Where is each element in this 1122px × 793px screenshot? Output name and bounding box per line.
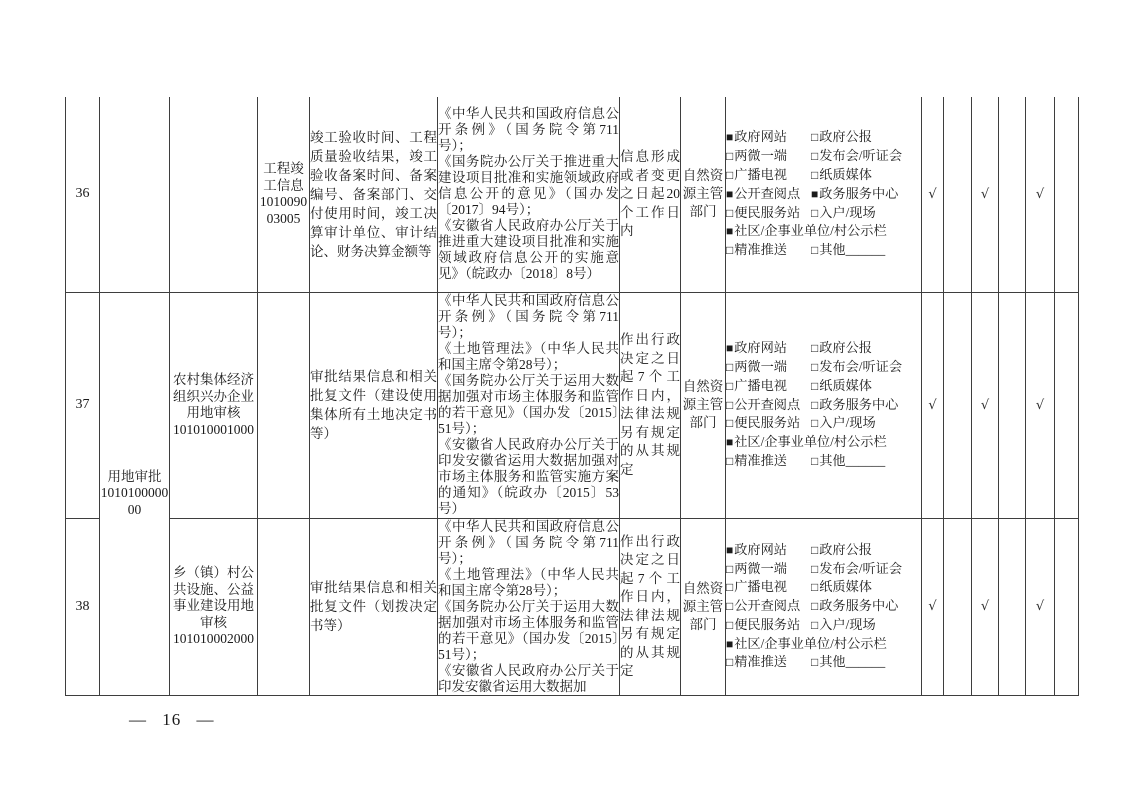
- info-cell: [258, 518, 310, 695]
- legal-item: 《中华人民共和国政府信息公开条例》（国务院令第711号）；: [438, 518, 619, 566]
- channel-option: [811, 204, 876, 223]
- checkbox-unchecked-icon: □: [726, 397, 734, 412]
- checkbox-unchecked-icon: □: [726, 655, 734, 670]
- row-number: 38: [66, 518, 100, 695]
- legal-item: 《安徽省人民政府办公厅关于印发安徽省运用大数据加: [438, 662, 619, 694]
- content-cell: [310, 518, 438, 695]
- checkbox-unchecked-icon: □: [811, 243, 819, 258]
- channel-label: 入户/现场: [819, 415, 876, 431]
- channels-cell: [726, 97, 922, 292]
- channels-cell: [726, 518, 922, 695]
- channel-option: [726, 166, 811, 185]
- department-cell: [681, 518, 726, 695]
- channel-option: [726, 597, 811, 616]
- channel-option: [726, 560, 811, 579]
- time-limit-text: 信息形成或者变更之日起20个工作日内: [620, 149, 680, 238]
- legal-basis-cell: [438, 292, 620, 518]
- checkbox-unchecked-icon: □: [811, 655, 819, 670]
- channel-label: 纸质媒体: [819, 377, 872, 393]
- channel-option: [811, 541, 872, 560]
- legal-item: 《安徽省人民政府办公厅关于推进重大建设项目批准和实施领域政府信息公开的实施意见》（皖政办〔2018〕8号）: [438, 218, 619, 282]
- channel-option: [726, 185, 811, 204]
- channel-line: [726, 241, 921, 260]
- checkbox-unchecked-icon: □: [811, 397, 819, 412]
- channel-label: 发布会/听证会: [819, 560, 903, 576]
- content-cell: [310, 97, 438, 292]
- channel-option: [726, 222, 887, 241]
- channel-label: 广播电视: [734, 579, 787, 595]
- checkbox-unchecked-icon: □: [726, 561, 734, 576]
- channel-line: [726, 396, 921, 415]
- checkbox-unchecked-icon: □: [726, 205, 734, 220]
- check-cell: [1055, 97, 1079, 292]
- channel-options: [726, 128, 921, 260]
- legal-item: 《国务院办公厅关于运用大数据加强对市场主体服务和监管的若干意见》（国办发〔2015〕51号）；: [438, 598, 619, 662]
- checkbox-unchecked-icon: □: [726, 416, 734, 431]
- channel-option: [811, 597, 898, 616]
- channel-label: 便民服务站: [734, 415, 801, 431]
- channel-label: 发布会/听证会: [819, 148, 903, 164]
- department-text: 自然资源主管部门: [682, 168, 724, 220]
- check-cell: [999, 518, 1026, 695]
- channel-option: [726, 653, 811, 672]
- channel-label: 其他______: [819, 242, 886, 258]
- channel-label: 公开查阅点: [734, 598, 801, 614]
- checkbox-unchecked-icon: □: [726, 453, 734, 468]
- legal-item: 《安徽省人民政府办公厅关于印发安徽省运用大数据加强对市场主体服务和监管实施方案的通知》（皖政办〔2015〕53号）: [438, 437, 619, 516]
- channel-label: 政务服务中心: [819, 185, 899, 201]
- channel-label: 发布会/听证会: [819, 359, 903, 374]
- checkbox-checked-icon: ■: [811, 186, 819, 201]
- checkbox-unchecked-icon: □: [726, 360, 734, 374]
- legal-item: 《国务院办公厅关于运用大数据加强对市场主体服务和监管的若干意见》（国办发〔2015〕51号）；: [438, 373, 619, 436]
- channel-options: [726, 541, 921, 673]
- checkbox-checked-icon: ■: [726, 636, 734, 651]
- channel-option: [811, 578, 872, 597]
- item-cell: [170, 518, 258, 695]
- legal-basis-list: [438, 106, 619, 282]
- department-text: 自然资源主管部门: [682, 580, 724, 632]
- channel-option: [726, 377, 811, 396]
- checkbox-unchecked-icon: □: [726, 243, 734, 258]
- checkbox-unchecked-icon: □: [811, 453, 819, 468]
- checkbox-unchecked-icon: □: [811, 130, 819, 145]
- item-cell: [170, 292, 258, 518]
- channel-label: 精准推送: [734, 452, 787, 468]
- check-cell: [1055, 292, 1079, 518]
- category-code: 101010000000: [100, 485, 169, 517]
- checkbox-unchecked-icon: □: [726, 168, 734, 183]
- channel-label: 其他______: [819, 654, 886, 670]
- legal-item: 《中华人民共和国政府信息公开条例》（国务院令第711号）；: [438, 293, 619, 340]
- legal-basis-cell: [438, 97, 620, 292]
- checkbox-unchecked-icon: □: [726, 378, 734, 393]
- check-cell: [999, 292, 1026, 518]
- info-code: 101009003005: [259, 194, 308, 226]
- channel-label: 政务服务中心: [819, 598, 899, 614]
- channel-option: [811, 358, 902, 377]
- table-row: [66, 518, 1079, 695]
- check-cell: [1055, 518, 1079, 695]
- channel-line: [726, 185, 921, 204]
- channel-options: [726, 339, 921, 471]
- channel-option: [726, 414, 811, 433]
- row-number: 36: [66, 97, 100, 292]
- check-cell: √: [1026, 97, 1055, 292]
- checkbox-unchecked-icon: □: [726, 149, 734, 164]
- check-cell: √: [1026, 292, 1055, 518]
- check-cell: √: [922, 292, 944, 518]
- check-cell: √: [972, 97, 999, 292]
- channel-line: [726, 635, 921, 654]
- channel-option: [726, 433, 887, 452]
- channel-line: [726, 414, 921, 433]
- checkbox-checked-icon: ■: [726, 341, 734, 356]
- item-code: 101010001000: [173, 421, 254, 437]
- disclosure-table: [65, 97, 1079, 696]
- content-text: 竣工验收时间、工程质量验收结果，竣工验收备案时间、备案编号、备案部门、交付使用时间，竣工决算审计单位、审计结论、财务决算金额等: [310, 129, 437, 259]
- channel-line: [726, 128, 921, 147]
- info-cell: [258, 292, 310, 518]
- channel-label: 公开查阅点: [734, 396, 801, 412]
- channel-label: 政府公报: [819, 541, 872, 557]
- checkbox-unchecked-icon: □: [811, 416, 819, 431]
- channel-line: [726, 204, 921, 223]
- channel-label: 纸质媒体: [819, 579, 872, 595]
- channel-line: [726, 339, 921, 358]
- channel-label: 社区/企事业单位/村公示栏: [734, 635, 887, 651]
- category-name: 用地审批: [107, 468, 162, 484]
- channel-option: [811, 653, 885, 672]
- channel-option: [811, 128, 872, 147]
- channel-option: [811, 166, 872, 185]
- channel-option: [811, 241, 885, 260]
- check-cell: √: [1026, 518, 1055, 695]
- checkbox-unchecked-icon: □: [811, 149, 819, 164]
- check-cell: [944, 97, 972, 292]
- channel-option: [811, 185, 898, 204]
- channel-label: 精准推送: [734, 654, 787, 670]
- channel-option: [726, 128, 811, 147]
- table-row: [66, 292, 1079, 518]
- check-cell: [944, 518, 972, 695]
- channel-option: [726, 616, 811, 635]
- channel-option: [726, 204, 811, 223]
- page-number: — 16 —: [129, 710, 215, 729]
- checkbox-checked-icon: ■: [726, 435, 734, 450]
- channel-option: [726, 452, 811, 471]
- channel-label: 公开查阅点: [734, 185, 801, 201]
- check-cell: √: [972, 292, 999, 518]
- channel-option: [811, 396, 898, 415]
- channel-line: [726, 541, 921, 560]
- channel-option: [811, 147, 902, 166]
- check-cell: [944, 292, 972, 518]
- department-cell: [681, 292, 726, 518]
- channel-label: 两微一端: [734, 148, 787, 164]
- checkbox-unchecked-icon: □: [811, 599, 819, 614]
- channel-option: [811, 560, 902, 579]
- channel-option: [811, 339, 872, 358]
- checkbox-unchecked-icon: □: [811, 561, 819, 576]
- checkbox-unchecked-icon: □: [811, 168, 819, 183]
- time-limit-text: 作出行政决定之日起7个工作日内，法律法规另有规定的从其规定: [620, 533, 680, 678]
- channel-option: [811, 377, 872, 396]
- checkbox-checked-icon: ■: [726, 224, 734, 239]
- channel-line: [726, 560, 921, 579]
- checkbox-unchecked-icon: □: [811, 542, 819, 557]
- time-limit-text: 作出行政决定之日起7个工作日内，法律法规另有规定的从其规定: [620, 332, 680, 477]
- channel-option: [726, 241, 811, 260]
- department-text: 自然资源主管部门: [682, 379, 724, 430]
- checkbox-checked-icon: ■: [726, 130, 734, 145]
- channel-line: [726, 222, 921, 241]
- channel-line: [726, 578, 921, 597]
- checkbox-unchecked-icon: □: [726, 580, 734, 595]
- channel-label: 政府网站: [734, 129, 787, 145]
- channel-label: 广播电视: [734, 377, 787, 393]
- channel-label: 便民服务站: [734, 204, 801, 220]
- channel-option: [811, 452, 885, 471]
- checkbox-checked-icon: ■: [726, 542, 734, 557]
- channel-label: 政府网站: [734, 340, 787, 356]
- checkbox-unchecked-icon: □: [811, 341, 819, 356]
- channel-line: [726, 433, 921, 452]
- channel-option: [726, 147, 811, 166]
- channel-line: [726, 597, 921, 616]
- check-cell: [999, 97, 1026, 292]
- content-cell: [310, 292, 438, 518]
- channel-label: 精准推送: [734, 242, 787, 258]
- info-cell: [258, 97, 310, 292]
- checkbox-unchecked-icon: □: [811, 360, 819, 374]
- channel-label: 政府公报: [819, 129, 872, 145]
- channel-option: [726, 541, 811, 560]
- item-name: 乡（镇）村公共设施、公益事业建设用地审核: [173, 565, 254, 630]
- channel-option: [726, 635, 887, 654]
- item-code: 101010002000: [173, 631, 254, 647]
- channel-label: 纸质媒体: [819, 167, 872, 183]
- channel-line: [726, 653, 921, 672]
- item-name: 农村集体经济组织兴办企业用地审核: [173, 372, 254, 420]
- time-limit-cell: [620, 518, 681, 695]
- checkbox-unchecked-icon: □: [726, 599, 734, 614]
- checkbox-checked-icon: ■: [726, 186, 734, 201]
- channel-label: 入户/现场: [819, 204, 876, 220]
- content-text: 审批结果信息和相关批复文件（建设使用集体所有土地决定书等）: [310, 369, 437, 441]
- department-cell: [681, 97, 726, 292]
- legal-item: 《中华人民共和国政府信息公开条例》（国务院令第711号）；: [438, 106, 619, 154]
- checkbox-unchecked-icon: □: [811, 378, 819, 393]
- channel-label: 政府公报: [819, 340, 872, 356]
- legal-item: 《土地管理法》（中华人民共和国主席令第28号）；: [438, 566, 619, 598]
- content-text: 审批结果信息和相关批复文件（划拨决定书等）: [310, 580, 437, 633]
- checkbox-unchecked-icon: □: [726, 617, 734, 632]
- channel-option: [726, 358, 811, 377]
- channel-label: 两微一端: [734, 560, 787, 576]
- checkbox-unchecked-icon: □: [811, 617, 819, 632]
- channel-option: [726, 578, 811, 597]
- channel-label: 广播电视: [734, 167, 787, 183]
- channel-line: [726, 377, 921, 396]
- channels-cell: [726, 292, 922, 518]
- channel-line: [726, 147, 921, 166]
- legal-item: 《土地管理法》（中华人民共和国主席令第28号）；: [438, 341, 619, 372]
- channel-label: 社区/企事业单位/村公示栏: [734, 434, 887, 450]
- legal-basis-list: [438, 519, 619, 695]
- info-name: 工程竣工信息: [263, 161, 304, 193]
- category-cell: [100, 292, 170, 695]
- time-limit-cell: [620, 97, 681, 292]
- channel-label: 入户/现场: [819, 616, 876, 632]
- channel-line: [726, 166, 921, 185]
- time-limit-cell: [620, 292, 681, 518]
- channel-line: [726, 358, 921, 377]
- legal-basis-cell: [438, 518, 620, 695]
- check-cell: √: [972, 518, 999, 695]
- check-cell: √: [922, 518, 944, 695]
- channel-label: 两微一端: [734, 359, 787, 374]
- channel-option: [726, 396, 811, 415]
- channel-label: 政务服务中心: [819, 396, 899, 412]
- category-cell: [100, 97, 170, 292]
- table-row: [66, 97, 1079, 292]
- channel-label: 社区/企事业单位/村公示栏: [734, 223, 887, 239]
- item-cell: [170, 97, 258, 292]
- checkbox-unchecked-icon: □: [811, 580, 819, 595]
- channel-option: [726, 339, 811, 358]
- channel-label: 政府网站: [734, 541, 787, 557]
- row-number: 37: [66, 292, 100, 518]
- checkbox-unchecked-icon: □: [811, 205, 819, 220]
- channel-label: 便民服务站: [734, 616, 801, 632]
- channel-option: [811, 414, 876, 433]
- channel-line: [726, 616, 921, 635]
- check-cell: √: [922, 97, 944, 292]
- channel-option: [811, 616, 876, 635]
- channel-line: [726, 452, 921, 471]
- legal-item: 《国务院办公厅关于推进重大建设项目批准和实施领域政府信息公开的意见》（国办发〔2017〕94号）；: [438, 154, 619, 218]
- legal-basis-list: [438, 293, 619, 517]
- channel-label: 其他______: [819, 452, 886, 468]
